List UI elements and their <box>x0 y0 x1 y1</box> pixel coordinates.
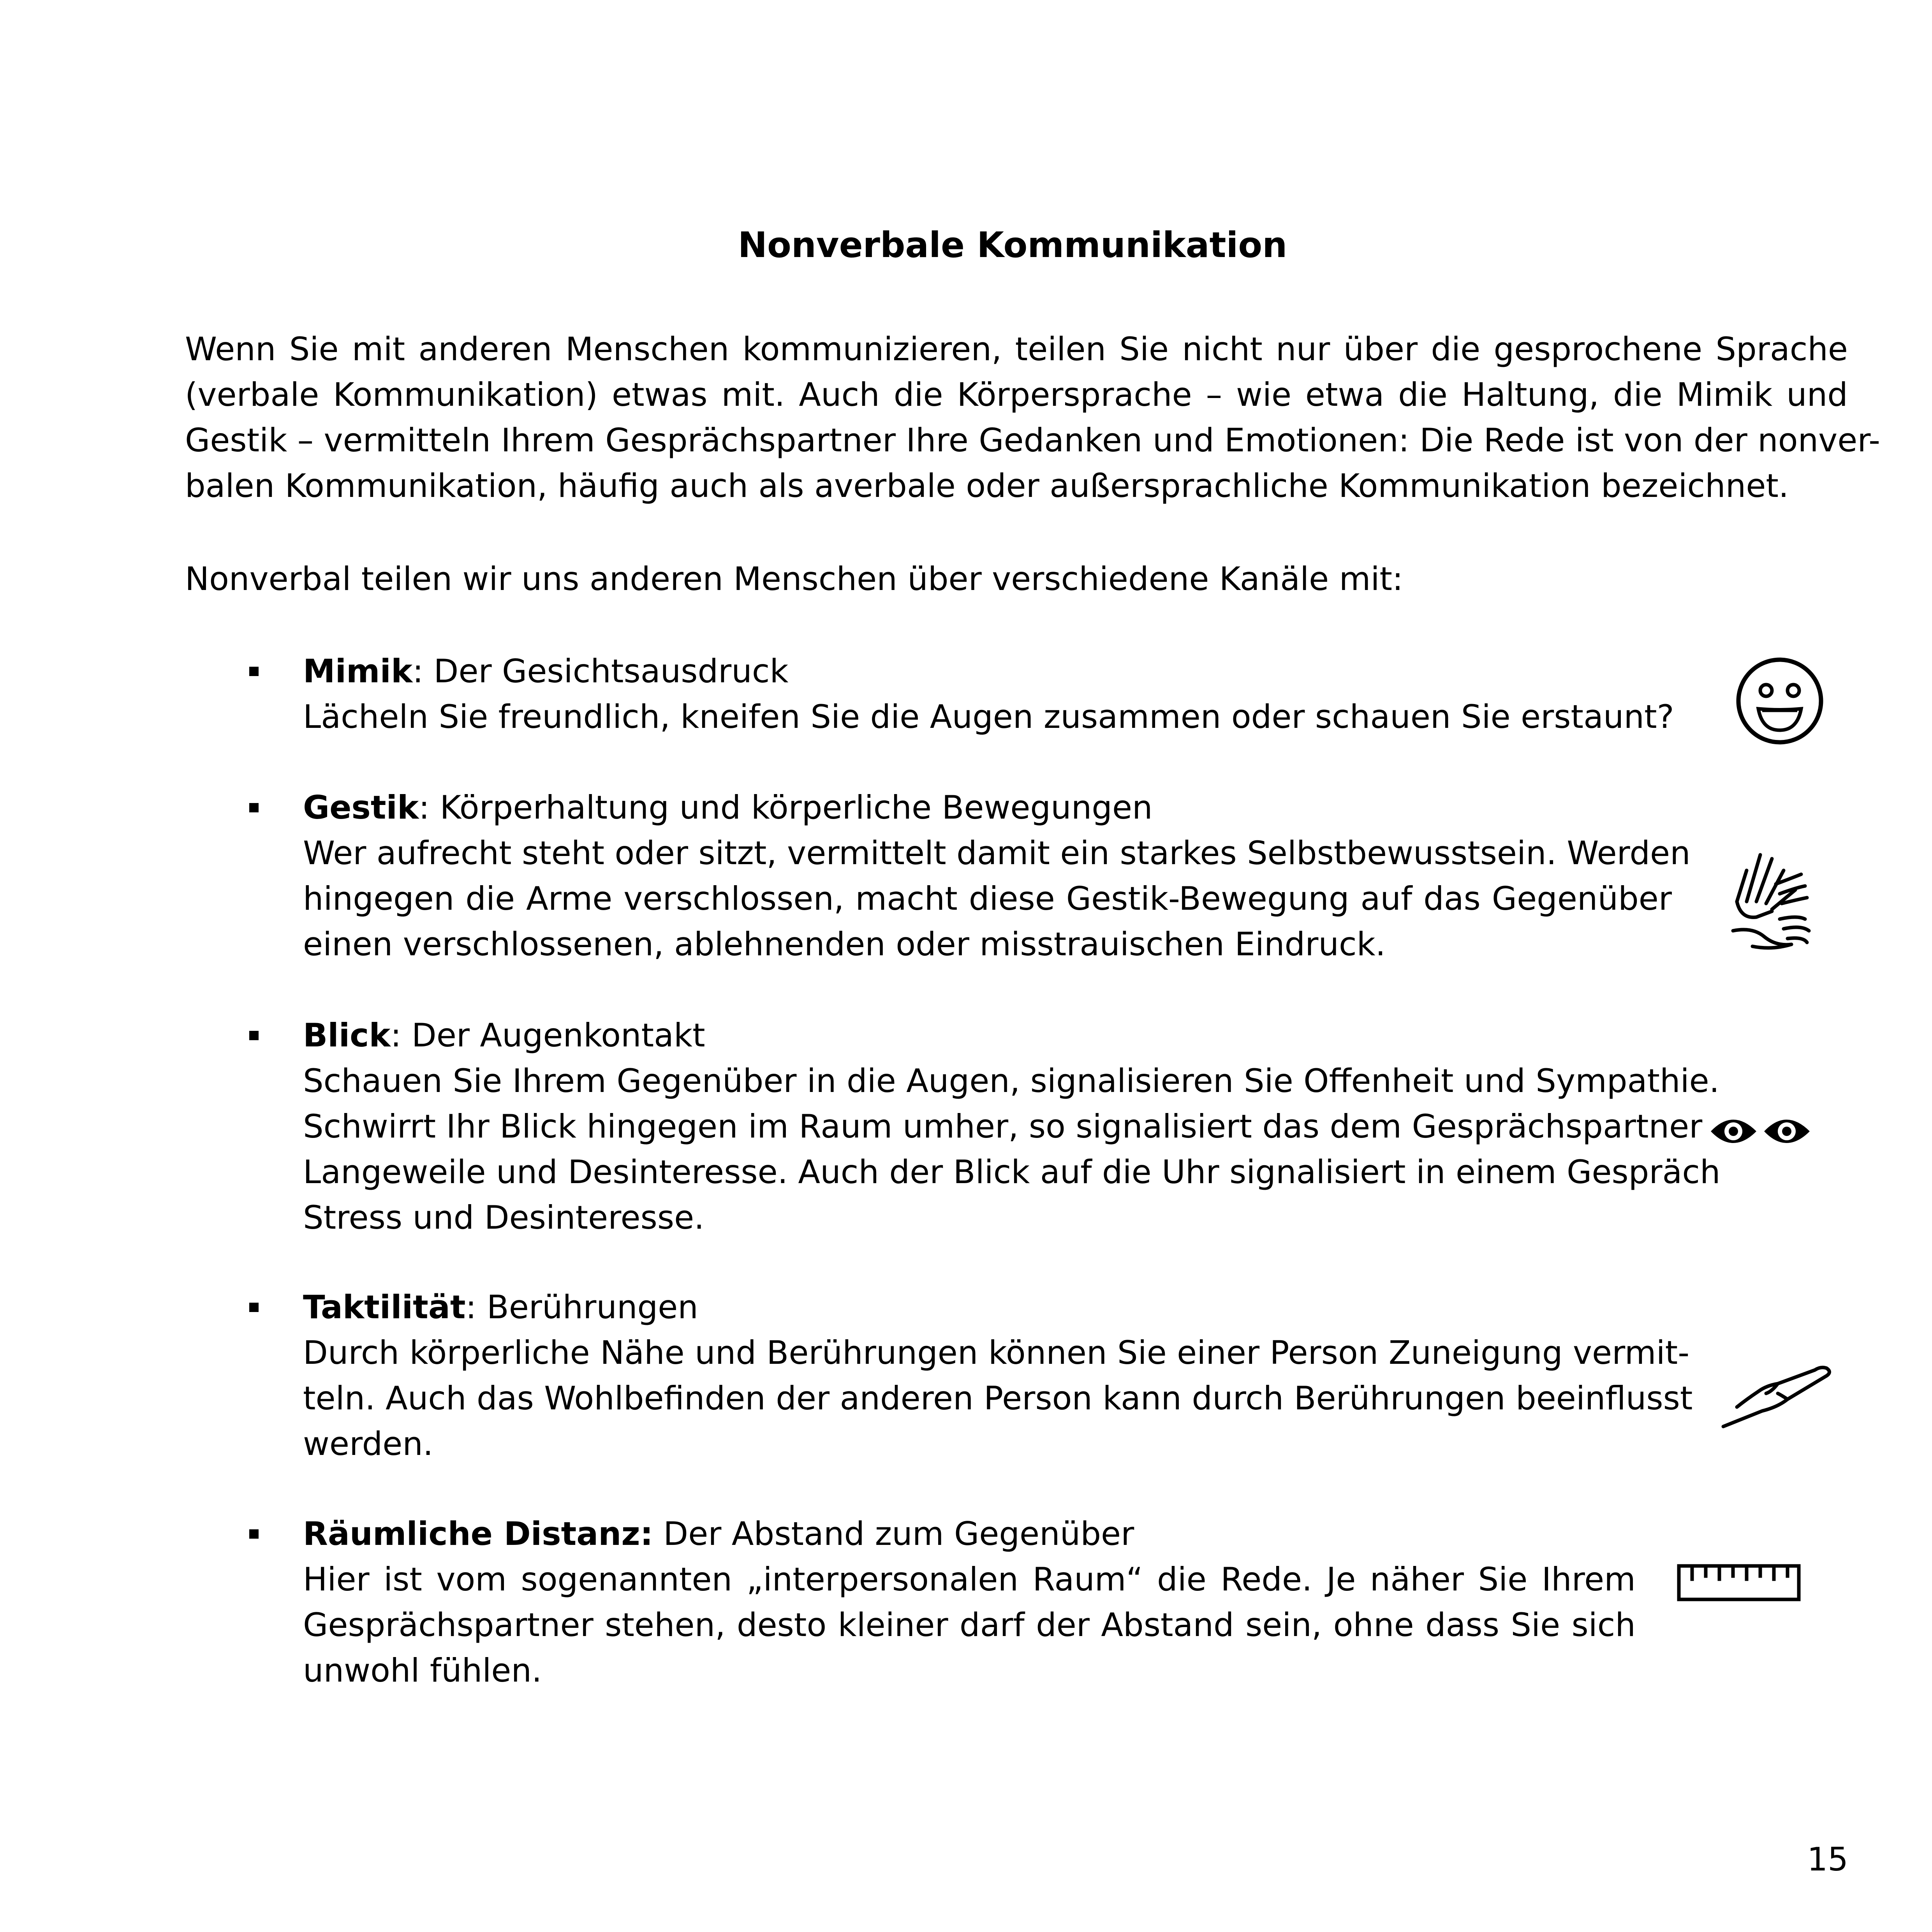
channel-text <box>303 1284 1693 1467</box>
page-number: 15 <box>1807 1840 1848 1878</box>
intro-line: balen Kommunikation, häufig auch als averbale oder außersprachliche Kommunikation bezeichnet. <box>185 467 1789 505</box>
channel-description-line: Schauen Sie Ihrem Gegenüber in die Augen, signalisieren Sie Offenheit und Sympathie. <box>303 1062 1720 1100</box>
channel-subtitle: Der Abstand zum Gegenüber <box>663 1515 1134 1553</box>
channel-description-line: Lächeln Sie freundlich, kneifen Sie die Augen zusammen oder schauen Sie erstaunt? <box>303 698 1674 736</box>
bullet-marker <box>249 1303 259 1312</box>
channel-heading <box>303 1511 1636 1557</box>
channel-separator: : <box>390 1016 412 1054</box>
channel-description-line: werden. <box>303 1425 433 1463</box>
channel-term: Gestik <box>303 789 419 826</box>
smiley-face-icon <box>1735 656 1825 746</box>
channel-heading <box>303 785 1672 830</box>
channel-subtitle: Der Gesichtsausdruck <box>433 652 789 690</box>
channel-term: Räumliche Distanz: <box>303 1515 653 1553</box>
channel-term: Blick <box>303 1016 391 1054</box>
channel-description-line: Gesprächspartner stehen, desto kleiner darf der Abstand sein, ohne dass Sie sich <box>303 1606 1636 1644</box>
intro-line: Gestik – vermitteln Ihrem Gesprächspartner Ihre Gedanken und Emotionen: Die Rede ist von der nonver- <box>185 421 1881 459</box>
channel-description-line: Stress und Desinteresse. <box>303 1199 704 1236</box>
channel-description-line: Schwirrt Ihr Blick hingegen im Raum umher, so signalisiert das dem Gesprächspartner <box>303 1108 1703 1145</box>
channel-description-line: einen verschlossenen, ablehnenden oder misstrauischen Eindruck. <box>303 925 1386 963</box>
page-title: Nonverbale Kommunikation <box>738 225 1287 266</box>
channel-term: Mimik <box>303 652 413 690</box>
bullet-marker <box>249 1529 259 1539</box>
channel-separator: : <box>419 789 440 826</box>
channel-description-line: Durch körperliche Nähe und Berührungen können Sie einer Person Zuneigung vermit- <box>303 1334 1690 1372</box>
ruler-icon <box>1677 1564 1801 1603</box>
bullet-marker <box>249 667 259 676</box>
bullet-marker <box>249 1031 259 1040</box>
channel-description-line: Hier ist vom sogenannten „interpersonalen Raum“ die Rede. Je näher Sie Ihrem <box>303 1560 1636 1598</box>
channel-description-line: Langeweile und Desinteresse. Auch der Blick auf die Uhr signalisiert in einem Gespräch <box>303 1153 1721 1191</box>
bullet-marker <box>249 803 259 812</box>
channel-heading <box>303 648 1661 694</box>
channel-separator: : <box>412 652 434 690</box>
intro-line: Wenn Sie mit anderen Menschen kommunizieren, teilen Sie nicht nur über die gesprochene Sprache <box>185 330 1848 368</box>
channel-text <box>303 1013 1721 1240</box>
channel-separator <box>653 1515 663 1553</box>
channel-description-line: teln. Auch das Wohlbefinden der anderen Person kann durch Berührungen beeinflusst <box>303 1379 1693 1417</box>
channel-subtitle: Körperhaltung und körperliche Bewegungen <box>440 789 1153 826</box>
channel-description-line: unwohl fühlen. <box>303 1652 542 1689</box>
intro-paragraph <box>185 326 1881 509</box>
channels-intro <box>185 556 1848 602</box>
channel-description-line: Wer aufrecht steht oder sitzt, vermittelt damit ein starkes Selbstbewusstsein. Werden <box>303 834 1691 872</box>
channel-heading <box>303 1013 1687 1058</box>
channel-term: Taktilität <box>303 1288 466 1326</box>
channel-text <box>303 785 1691 967</box>
channel-heading <box>303 1284 1676 1330</box>
touching-hand-icon <box>1719 1349 1832 1434</box>
channels-intro-line: Nonverbal teilen wir uns anderen Menschen über verschiedene Kanäle mit: <box>185 560 1404 598</box>
intro-line: (verbale Kommunikation) etwas mit. Auch die Körpersprache – wie etwa die Haltung, die Mimik und <box>185 376 1848 414</box>
channel-subtitle: Berührungen <box>486 1288 698 1326</box>
channel-text <box>303 648 1674 740</box>
channel-subtitle: Der Augenkontakt <box>411 1016 705 1054</box>
eyes-icon <box>1708 1110 1813 1153</box>
gesturing-hands-icon <box>1729 847 1815 956</box>
channel-description-line: hingegen die Arme verschlossen, macht diese Gestik-Bewegung auf das Gegenüber <box>303 880 1672 918</box>
channel-separator: : <box>465 1288 487 1326</box>
channel-text <box>303 1511 1636 1693</box>
